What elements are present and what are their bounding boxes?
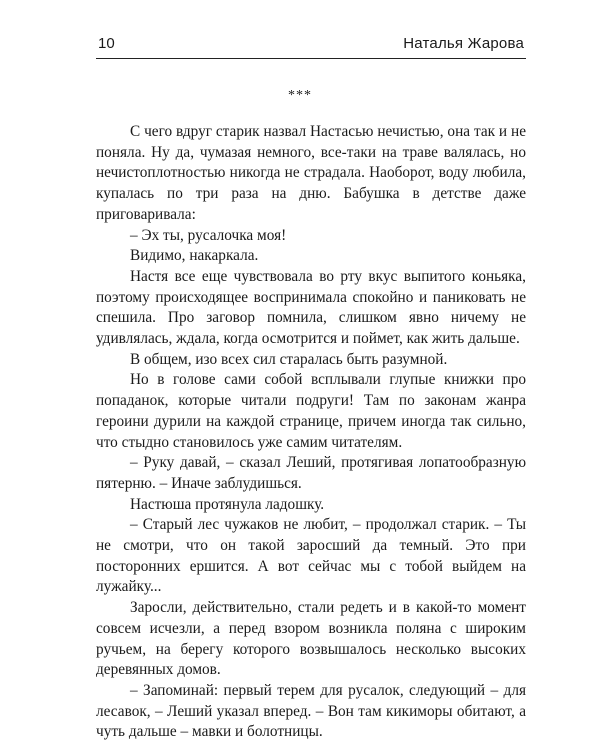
- body-text: [96, 122, 526, 743]
- paragraph: Видимо, накаркала.: [130, 247, 259, 265]
- paragraph: – Старый лес чужаков не любит, – продолжал старик. – Ты не смотри, что он такой заросший да темный. Это при посторонних ершится. А вот сейчас мы с тобой выйдем на лужайку...: [96, 516, 526, 596]
- paragraph: В общем, изо всех сил старалась быть разумной.: [130, 350, 448, 368]
- paragraph: Заросли, действительно, стали редеть и в какой-то момент совсем исчезли, а перед взором возникла поляна с широким ручьем, на берегу которого возвышалось несколько высоких деревянных домов.: [96, 599, 526, 679]
- page-number: 10: [98, 35, 115, 52]
- paragraph: Настюша протянула ладошку.: [130, 495, 325, 513]
- section-separator: ***: [288, 88, 312, 103]
- paragraph: – Руку давай, – сказал Леший, протягивая лопатообразную пятерню. – Иначе заблудишься.: [96, 454, 526, 492]
- paragraph: С чего вдруг старик назвал Настасью нечистью, она так и не поняла. Ну да, чумазая немного, все-таки на траве валялась, но нечистоплотностью никогда не страдала. Наоборот, воду любила, купалась по три раза на дню. Бабушка в детстве даже приговаривала:: [96, 123, 526, 223]
- paragraph: – Запоминай: первый терем для русалок, следующий – для лесавок, – Леший указал вперед. – Вон там кикиморы обитают, а чуть дальше – мавки и болотницы.: [96, 681, 526, 741]
- paragraph: Настя все еще чувствовала во рту вкус выпитого коньяка, поэтому происходящее воспринимала спокойно и паниковать не спешила. Про заговор помнила, слишком явно ничему не удивлялась, ждала, когда осмотрится и поймет, как жить дальше.: [96, 267, 526, 348]
- author-running-head: Наталья Жарова: [403, 35, 524, 52]
- paragraph: Но в голове сами собой всплывали глупые книжки про попаданок, которые читали подруги! Там по законам жанра героини дурили на каждой странице, причем иногда так сильно, что стыдно становилось уже самим читателям.: [96, 371, 526, 451]
- page-header: [96, 32, 526, 59]
- paragraph: – Эх ты, русалочка моя!: [130, 226, 287, 244]
